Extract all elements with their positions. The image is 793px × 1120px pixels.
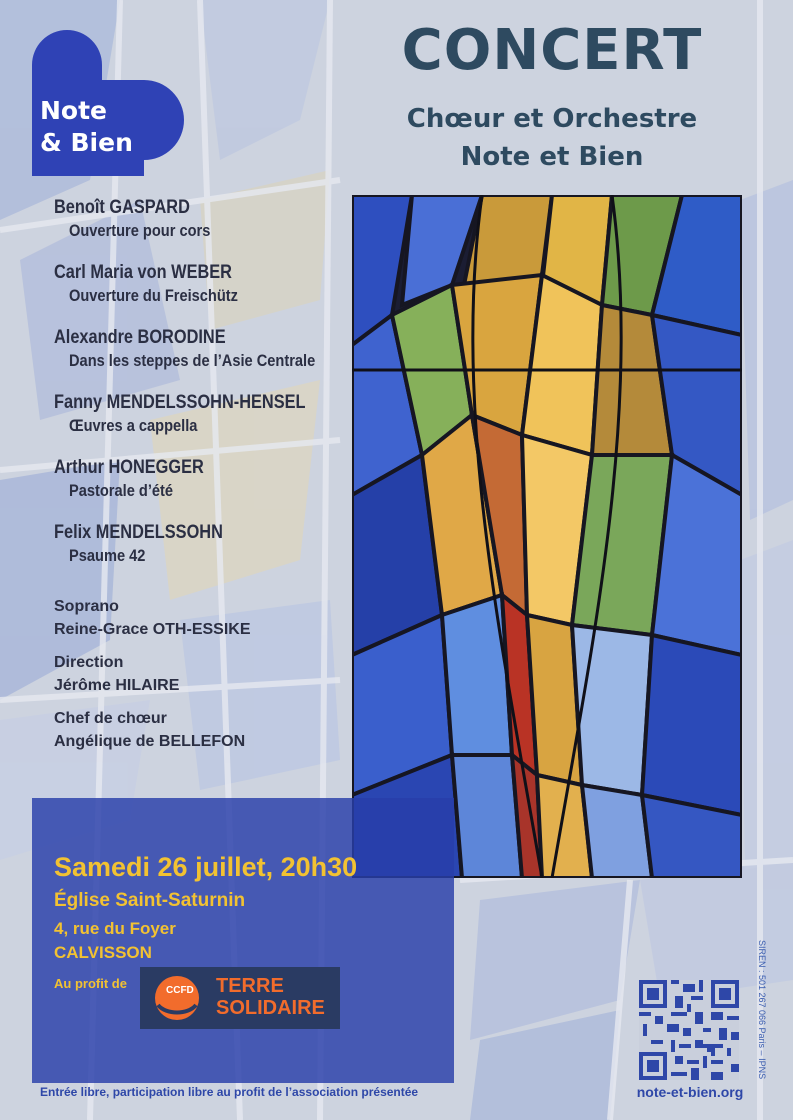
ccfd-mark-icon <box>154 975 200 1021</box>
composer-name: Alexandre BORODINE <box>54 327 226 348</box>
event-address: 4, rue du Foyer <box>54 919 176 938</box>
performer-item <box>54 595 354 651</box>
qr-code-icon <box>639 980 739 1080</box>
siren-text: SIREN : 501 267 066 Paris – IPNS <box>757 940 767 1080</box>
partner-small-label: CCFD <box>166 985 194 996</box>
partner-logo <box>140 967 340 1029</box>
partner-name-line-1: TERRE <box>216 975 284 997</box>
program-item <box>54 326 354 391</box>
stained-glass-image <box>352 195 742 878</box>
composer-name: Fanny MENDELSSOHN-HENSEL <box>54 392 306 413</box>
page-title: CONCERT <box>401 18 703 83</box>
composer-name: Carl Maria von WEBER <box>54 262 232 283</box>
event-venue: Église Saint-Saturnin <box>54 890 246 911</box>
composer-name: Arthur HONEGGER <box>54 457 204 478</box>
composer-name: Benoît GASPARD <box>54 197 190 218</box>
event-date: Samedi 26 juillet, 20h30 <box>54 852 358 882</box>
program-item <box>54 196 354 261</box>
work-title: Pastorale d’été <box>69 481 174 500</box>
logo-line-2: & Bien <box>40 128 133 157</box>
performer-item <box>54 707 354 763</box>
logo-line-1: Note <box>40 96 108 125</box>
program-list <box>54 196 354 586</box>
work-title: Psaume 42 <box>69 546 146 565</box>
subtitle <box>352 100 752 176</box>
event-info-panel <box>32 798 454 1083</box>
work-title: Œuvres a cappella <box>69 416 198 435</box>
performer-name: Jérôme HILAIRE <box>54 677 180 694</box>
work-title: Ouverture pour cors <box>69 221 211 240</box>
performer-name: Angélique de BELLEFON <box>54 733 246 750</box>
performer-role: Chef de chœur <box>54 710 167 727</box>
performer-role: Direction <box>54 654 124 671</box>
work-title: Dans les steppes de l’Asie Centrale <box>69 351 316 370</box>
performer-role: Soprano <box>54 598 119 615</box>
logo-text <box>40 95 160 159</box>
composer-name: Felix MENDELSSOHN <box>54 522 223 543</box>
subtitle-line-1: Chœur et Orchestre <box>406 104 698 134</box>
performer-name: Reine-Grace OTH-ESSIKE <box>54 621 251 638</box>
benefit-label: Au profit de <box>54 976 127 991</box>
performers-list <box>54 595 354 763</box>
event-city: CALVISSON <box>54 943 152 962</box>
subtitle-line-2: Note et Bien <box>460 142 644 172</box>
program-item <box>54 521 354 586</box>
program-item <box>54 261 354 326</box>
program-item <box>54 391 354 456</box>
program-item <box>54 456 354 521</box>
work-title: Ouverture du Freischütz <box>69 286 238 305</box>
performer-item <box>54 651 354 707</box>
footer-note: Entrée libre, participation libre au profit de l’association présentée <box>40 1085 419 1099</box>
website-link[interactable]: note-et-bien.org <box>636 1084 744 1100</box>
partner-name-line-2: SOLIDAIRE <box>216 997 325 1019</box>
